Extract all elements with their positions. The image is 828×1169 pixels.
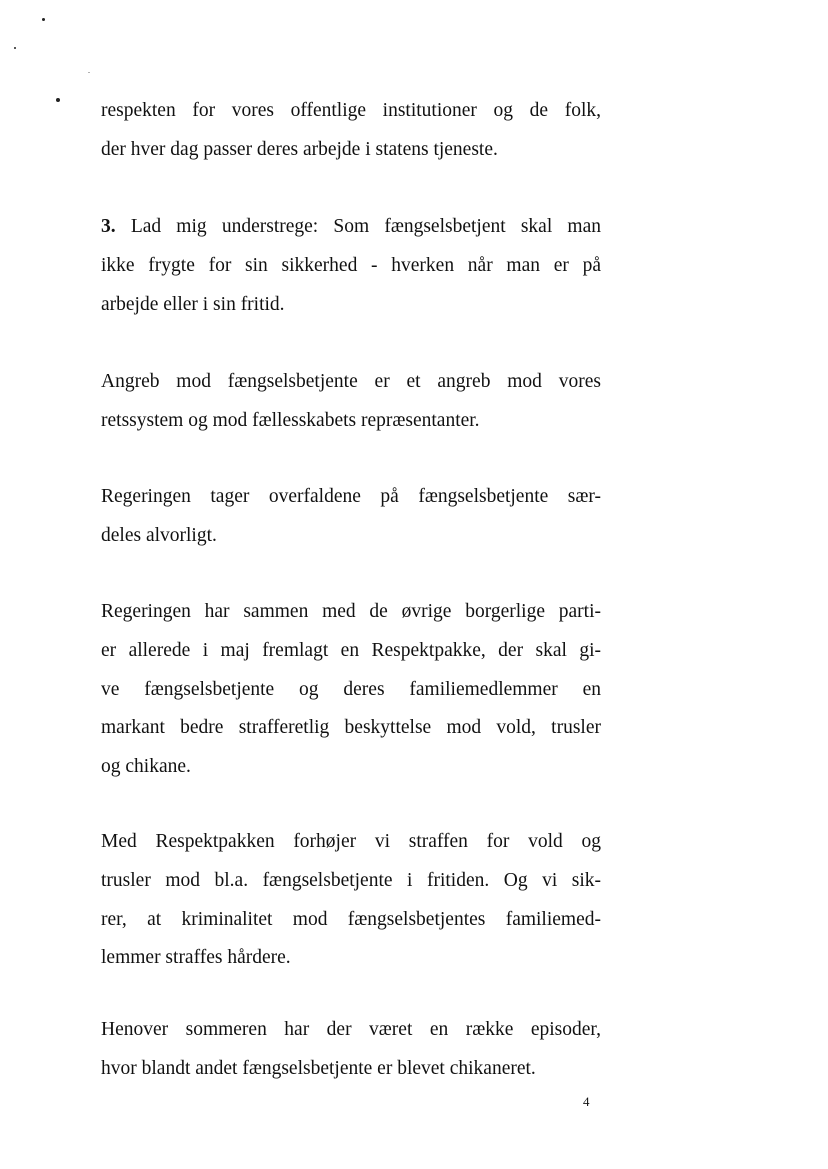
paragraph-6 bbox=[101, 823, 601, 978]
paragraph-2 bbox=[101, 208, 601, 324]
paragraph-1 bbox=[101, 92, 601, 170]
text-line: Henover sommeren har der været en række episoder, bbox=[101, 1019, 601, 1040]
scan-speck bbox=[42, 18, 45, 21]
text-line: der hver dag passer deres arbejde i statens tjeneste. bbox=[101, 138, 498, 160]
scan-speck bbox=[88, 72, 90, 73]
text-line-content: Lad mig understrege: Som fængselsbetjent skal man bbox=[130, 216, 601, 237]
page-number: 4 bbox=[583, 1094, 590, 1109]
text-line: deles alvorligt. bbox=[101, 524, 217, 546]
paragraph-7 bbox=[101, 1011, 601, 1089]
text-line: er allerede i maj fremlagt en Respektpakke, der skal gi- bbox=[101, 639, 601, 661]
text-line: Regeringen tager overfaldene på fængselsbetjente sær- bbox=[101, 486, 601, 507]
text-line: hvor blandt andet fængselsbetjente er blevet chikaneret. bbox=[101, 1057, 536, 1079]
text-line: Angreb mod fængselsbetjente er et angreb mod vores bbox=[101, 371, 601, 392]
paragraph-5 bbox=[101, 593, 601, 787]
text-line: respekten for vores offentlige institutioner og de folk, bbox=[101, 100, 601, 121]
scan-speck bbox=[14, 47, 16, 49]
text-line: trusler mod bl.a. fængselsbetjente i fritiden. Og vi sik- bbox=[101, 869, 601, 891]
section-number: 3. bbox=[101, 216, 116, 237]
text-line bbox=[101, 208, 601, 247]
text-line: rer, at kriminalitet mod fængselsbetjentes familiemed- bbox=[101, 908, 601, 930]
text-line: retssystem og mod fællesskabets repræsentanter. bbox=[101, 409, 480, 431]
text-line: lemmer straffes hårdere. bbox=[101, 947, 291, 969]
text-line: arbejde eller i sin fritid. bbox=[101, 293, 285, 315]
text-line: Med Respektpakken forhøjer vi straffen for vold og bbox=[101, 831, 601, 852]
text-line: ikke frygte for sin sikkerhed - hverken når man er på bbox=[101, 254, 601, 276]
text-line: Regeringen har sammen med de øvrige borgerlige parti- bbox=[101, 601, 601, 622]
paragraph-4 bbox=[101, 478, 601, 556]
paragraph-3 bbox=[101, 363, 601, 441]
text-line: og chikane. bbox=[101, 756, 191, 778]
scan-speck bbox=[56, 98, 60, 102]
text-line: markant bedre strafferetlig beskyttelse mod vold, trusler bbox=[101, 717, 601, 739]
text-line: ve fængselsbetjente og deres familiemedlemmer en bbox=[101, 678, 601, 700]
